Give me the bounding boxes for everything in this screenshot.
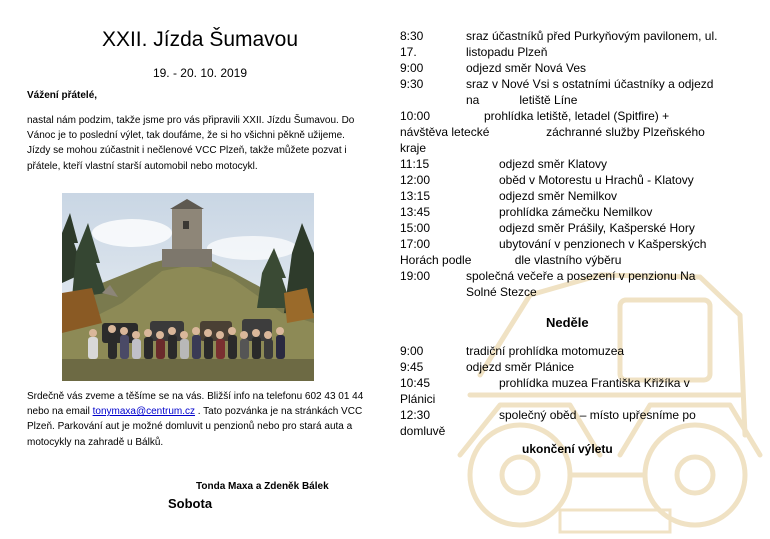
schedule-desc: listopadu Plzeň bbox=[466, 45, 548, 59]
schedule-time: 9:45 bbox=[400, 360, 424, 374]
schedule-desc: ubytování v penzionech v Kašperských bbox=[499, 237, 707, 251]
schedule-time: 9:30 bbox=[400, 77, 424, 91]
saturday-heading: Sobota bbox=[168, 496, 213, 511]
schedule-desc: na letiště Líne bbox=[466, 93, 578, 107]
schedule-time: 13:45 bbox=[400, 205, 431, 219]
schedule-desc: odjezd směr Klatovy bbox=[499, 157, 608, 171]
schedule-desc: oběd v Motorestu u Hrachů - Klatovy bbox=[499, 173, 694, 187]
schedule-row bbox=[400, 268, 750, 300]
schedule-time: 9:00 bbox=[400, 61, 424, 75]
schedule-time: 12:00 bbox=[400, 173, 431, 187]
schedule-desc: prohlídka zámečku Nemilkov bbox=[499, 205, 653, 219]
sunday-heading: Neděle bbox=[546, 315, 589, 330]
footer-text-before: Srdečně vás zveme a těšíme se na vás. Bližší info na telefonu 602 43 01 44 nebo na email bbox=[27, 391, 364, 418]
schedule-time: 8:30 bbox=[400, 29, 424, 43]
schedule-time: 12:30 bbox=[400, 408, 431, 422]
schedule-desc: sraz v Nové Vsi s ostatními účastníky a odjezd bbox=[466, 77, 714, 91]
schedule-desc-continued: domluvě bbox=[400, 424, 446, 438]
page-title: XXII. Jízda Šumavou bbox=[101, 28, 299, 51]
event-date: 19. - 20. 10. 2019 bbox=[152, 66, 248, 80]
signature: Tonda Maxa a Zdeněk Bálek bbox=[196, 481, 329, 492]
schedule-time: 9:00 bbox=[400, 344, 424, 358]
schedule-time: 13:15 bbox=[400, 189, 431, 203]
email-link[interactable]: tonymaxa@centrum.cz bbox=[92, 406, 196, 418]
schedule-desc-continued: Horách podle dle vlastního výběru bbox=[400, 253, 622, 267]
schedule-desc: prohlídka muzea Františka Křižíka v bbox=[499, 376, 690, 390]
schedule-desc: odjezd směr Nová Ves bbox=[466, 61, 587, 75]
schedule-desc: sraz účastníků před Purkyňovým pavilonem, ul. bbox=[466, 29, 718, 43]
ending-note: ukončení výletu bbox=[522, 442, 613, 456]
schedule-desc: společná večeře a posezení v penzionu Na bbox=[466, 269, 696, 283]
schedule-row bbox=[400, 108, 750, 140]
schedule-desc: společný oběd – místo upřesníme po bbox=[499, 408, 696, 422]
schedule-desc: kraje bbox=[400, 141, 427, 155]
schedule-desc: prohlídka letiště, letadel (Spitfire) + bbox=[484, 109, 670, 123]
group-photo bbox=[62, 193, 314, 381]
schedule-row bbox=[400, 236, 750, 268]
footer-text-after: . Tato pozvánka je na stránkách VCC Plzeň. Parkování aut je možné domluvit u penzionů nebo pro stará auta a motocykly na zahradě u Bálků. bbox=[27, 406, 363, 448]
schedule-time: 17:00 bbox=[400, 237, 431, 251]
schedule-desc: odjezd směr Nemilkov bbox=[499, 189, 618, 203]
schedule-time: 17. bbox=[400, 45, 417, 59]
schedule-desc-continued: Plánici bbox=[400, 392, 436, 406]
schedule-desc: odjezd směr Prášily, Kašperské Hory bbox=[499, 221, 695, 235]
schedule-desc: tradiční prohlídka motomuzea bbox=[466, 344, 625, 358]
schedule-desc-continued: Solné Stezce bbox=[466, 285, 537, 299]
schedule-desc: odjezd směr Plánice bbox=[466, 360, 575, 374]
schedule-time: 10:00 bbox=[400, 109, 431, 123]
schedule-time: 11:15 bbox=[400, 157, 430, 171]
schedule-time: 19:00 bbox=[400, 269, 431, 283]
schedule-time: 10:45 bbox=[400, 376, 431, 390]
intro-paragraph: nastal nám podzim, takže jsme pro vás připravili XXII. Jízdu Šumavou. Do Vánoc je to poslední výlet, tak doufáme, že si ho všichni pěkně užijeme. Jízdy se mohou zúčastnit i nečlenové VCC Plzeň, takže můžete pozvat i přátele, kteří vlastní starší automobil nebo motocykl. bbox=[27, 115, 355, 172]
schedule-row bbox=[400, 375, 750, 407]
group-photo-image bbox=[62, 193, 314, 381]
schedule-time: 15:00 bbox=[400, 221, 431, 235]
footer-paragraph bbox=[27, 389, 365, 450]
schedule-desc-continued: návštěva letecké záchranné služby Plzeňského bbox=[400, 125, 705, 139]
greeting: Vážení přátelé, bbox=[27, 90, 98, 101]
schedule-row bbox=[400, 407, 750, 439]
